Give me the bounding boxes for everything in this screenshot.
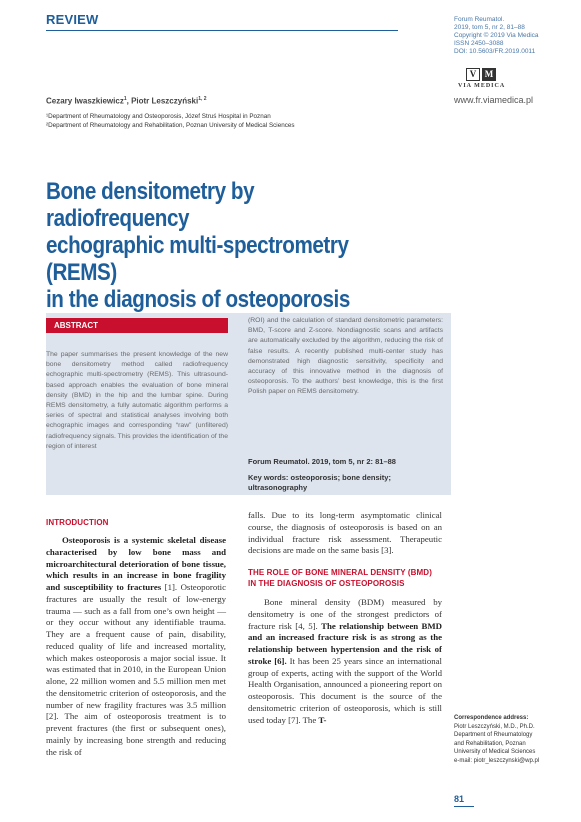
correspondence-line: and Rehabilitation, Poznan (454, 740, 526, 747)
correspondence-line: Department of Rheumatology (454, 732, 533, 738)
author-line: Cezary Iwaszkiewicz$^1$, Piotr Leszczyński$^{1, 2}$ (46, 96, 207, 106)
bmd-heading-line-2: IN THE DIAGNOSIS OF OSTEOPOROSIS (248, 578, 405, 588)
article-title (46, 178, 373, 313)
bmd-text-1: Bone mineral density (BDM) measured by densitometry is one of the strongest predictors of fracture risk [4, 5]. (248, 597, 442, 631)
continued-paragraph: falls. Due to its long-term asymptomatic clinical course, the diagnosis of osteoporosis is based on an individual fracture risk assessment. Therapeutic decisions are made on the same basis [3]. (248, 510, 442, 556)
intro-paragraph (46, 535, 226, 758)
section-label: REVIEW (46, 12, 99, 27)
intro-bold-text: Osteoporosis is a systemic skeletal disease characterised by low bone mass and microarchitectural deterioration of bone tissue, which results in an increase in bone fragility and susceptibility to fractures (46, 535, 226, 592)
issn: ISSN 2450–3088 (454, 40, 504, 47)
title-line-3: in the diagnosis of osteoporosis (46, 286, 350, 313)
journal-info (454, 16, 574, 56)
correspondence-email[interactable]: e-mail: piotr_leszczynski@wp.pl (454, 757, 540, 764)
bmd-heading-line-1: THE ROLE OF BONE MINERAL DENSITY (BMD) (248, 568, 432, 577)
logo-m: M (482, 68, 496, 81)
column-right (248, 510, 442, 726)
bmd-text-end: T- (318, 714, 327, 725)
logo-v: V (466, 68, 480, 81)
copyright: Copyright © 2019 Via Medica (454, 32, 539, 39)
introduction-heading: INTRODUCTION (46, 518, 109, 527)
column-left (46, 518, 227, 758)
intro-text: [1]. Osteoporotic fractures are usually the result of low-energy trauma — such as a fall from one’s own height — or they occur without any identifiable trauma. They are a frequent cause of pain, disability, reduced quality of life and increased mortality, which makes osteoporosis a major social issue. It was estimated that in 2010, in the European Union alone, 22 million women and 5.5 million men met the densitometric criterion of osteoporosis, and the number of new fragility fractures was 3.5 million [2]. The aim of osteoporosis treatment is to prevent fractures (the first or subsequent ones), mainly by increasing bone strength and reducing the risk of (46, 582, 227, 757)
journal-volume: 2019, tom 5, nr 2, 81–88 (454, 24, 525, 31)
citation: Forum Reumatol. 2019, tom 5, nr 2: 81–88 (248, 457, 396, 466)
bmd-bold-text: The relationship between BMD and an increased fracture risk is as strong as the relationship between hypertension and the risk of stroke [6]. (248, 620, 443, 666)
correspondence-heading: Correspondence address: (454, 715, 529, 721)
abstract-label: ABSTRACT (46, 318, 228, 333)
abstract-text-left: The paper summarises the present knowledge of the new bone densitometry method called radiofrequency echographic multi-spectrometry (REMS). This ultrasound-based approach enables the evaluation of bone mineral density (BMD) in the hip and the lumbar spine. During REMS densitometry, a fully automatic algorithm performs a series of spectral and statistical analyses involving both echographic images and corresponding “raw” (unfiltered) radiofrequency signals. This provides the identification of the region of interest (46, 351, 228, 450)
correspondence-block (454, 714, 574, 765)
author-1-affil: 1 (123, 96, 127, 102)
keywords: Key words: osteoporosis; bone density; ultrasonography (248, 473, 391, 492)
logo-name: VIA MEDICA (458, 83, 506, 89)
author-1: Cezary Iwaszkiewicz (46, 96, 124, 106)
page-number: 81 (454, 794, 465, 804)
title-line-2: echographic multi-spectrometry (REMS) (46, 232, 349, 286)
correspondence-line: Piotr Leszczyński, M.D., Ph.D. (454, 723, 535, 730)
affiliations (46, 112, 426, 130)
affiliation-1: ¹Department of Rheumatology and Osteoporosis, Józef Struś Hospital in Poznan (46, 113, 271, 120)
author-2-affil: 1, 2 (198, 96, 207, 102)
bmd-paragraph (248, 597, 442, 726)
page-number-rule (454, 806, 474, 807)
doi: DOI: 10.5603/FR.2019.0011 (454, 48, 536, 55)
abstract-text-right: (ROI) and the calculation of standard densitometric parameters: BMD, T-score and Z-score. Nondiagnostic scans and artifacts are automatically excluded by the algorithm, reducing the risk of false results. A recently published multi-center study has demonstrated high diagnostic sensitivity, specificity and accuracy of this innovative method in the diagnosis of osteoporosis. To the authors’ best knowledge, this is the first Polish paper on REMS densitometry. (248, 317, 443, 396)
header-divider (46, 30, 398, 31)
title-line-1: Bone densitometry by radiofrequency (46, 178, 255, 232)
author-2: Piotr Leszczyński (131, 96, 199, 106)
via-medica-logo (454, 68, 534, 89)
journal-website[interactable]: www.fr.viamedica.pl (454, 95, 534, 105)
affiliation-2: ²Department of Rheumatology and Rehabilitation, Poznan University of Medical Sciences (46, 122, 295, 129)
bmd-section-heading (248, 568, 442, 589)
journal-name: Forum Reumatol. (454, 16, 505, 23)
correspondence-line: University of Medical Sciences (454, 749, 536, 755)
bmd-text-2: It has been 25 years since an international group of experts, acting with the support of the World Health Organisation, announced a pioneering report on osteoporosis. This document is the source of the densitometric criterion of osteoporosis, which is still used today [7]. The (248, 655, 442, 725)
